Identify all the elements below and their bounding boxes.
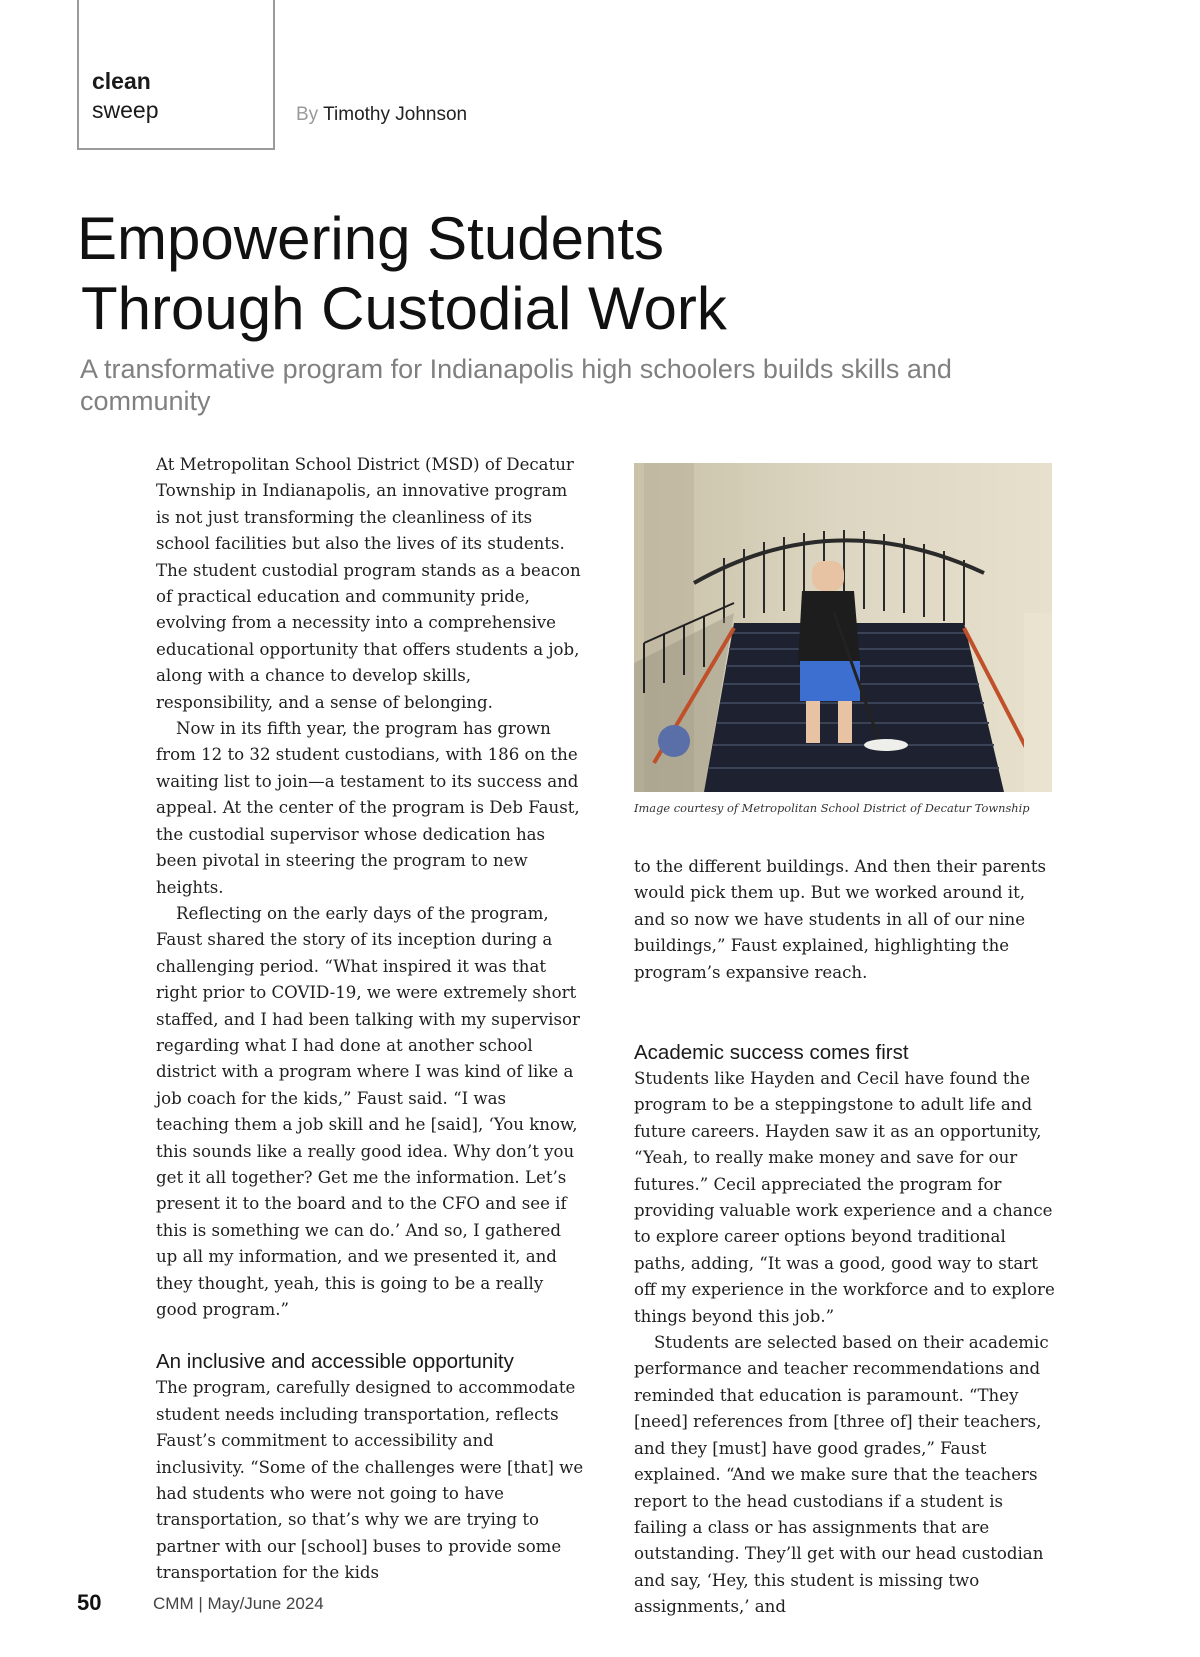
page-number: 50 xyxy=(77,1590,102,1615)
magazine-issue: CMM | May/June 2024 xyxy=(153,1594,324,1613)
author-name: Timothy Johnson xyxy=(323,104,468,125)
department-label-line2: sweep xyxy=(92,97,159,123)
paragraph: Students are selected based on their academic performance and teacher recommendations and reminded that education is paramount. “They [need] references from [three of] their teachers, and they [must] have good grades,” Faust explained. “And we make sure that the teachers report to the head custodians if a student is failing a class or has assignments that are outstanding. They’ll get with our head custodian and say, ‘Hey, this student is missing two assignments,’ and xyxy=(634,1333,1049,1617)
article-subtitle: A transformative program for Indianapolis high schoolers builds skills and community xyxy=(80,354,952,416)
student-mopping-stairs-image xyxy=(634,463,1052,792)
department-label-line1: clean xyxy=(92,68,151,94)
paragraph: Students like Hayden and Cecil have found the program to be a steppingstone to adult life and future careers. Hayden saw it as an opportunity, “Yeah, to really make money and save for our futures.” Cecil appreciated the program for providing valuable work experience and a chance to explore career options beyond traditional paths, adding, “It was a good, good way to start off my experience in the workforce and to explore things beyond this job.” xyxy=(634,1069,1055,1326)
paragraph: The program, carefully designed to accommodate student needs including transportation, reflects Faust’s commitment to accessibility and inclusivity. “Some of the challenges were [that] we had students who were not going to have transportation, so that’s why we are trying to partner with our [school] buses to provide some transportation for the kids xyxy=(156,1378,584,1583)
paragraph: Now in its fifth year, the program has grown from 12 to 32 student custodians, with 186 on the waiting list to join—a testament to its success and appeal. At the center of the program is Deb Faust, the custodial supervisor whose dedication has been pivotal in steering the program to new heights. xyxy=(156,719,580,897)
byline xyxy=(296,104,467,126)
byline-prefix: By xyxy=(296,104,319,125)
left-column xyxy=(156,452,584,1587)
section-heading: An inclusive and accessible opportunity xyxy=(156,1350,514,1374)
article-photo xyxy=(634,463,1052,792)
right-column-bottom xyxy=(634,1040,1058,1621)
article-title xyxy=(77,204,1077,344)
photo-caption: Image courtesy of Metropolitan School District of Decatur Township xyxy=(634,801,1030,815)
right-column-top xyxy=(634,854,1058,986)
paragraph: At Metropolitan School District (MSD) of Decatur Township in Indianapolis, an innovative program is not just transforming the cleanliness of its school facilities but also the lives of its students. The student custodial program stands as a beacon of practical education and community pride, evolving from a necessity into a comprehensive educational opportunity that offers students a job, along with a chance to develop skills, responsibility, and a sense of belonging. xyxy=(156,455,581,712)
article-title-line1: Empowering Students xyxy=(77,205,664,272)
section-heading: Academic success comes first xyxy=(634,1041,909,1064)
paragraph: to the different buildings. And then their parents would pick them up. But we worked around it, and so now we have students in all of our nine buildings,” Faust explained, highlighting the program’s expansive reach. xyxy=(634,857,1047,982)
article-title-line2: Through Custodial Work xyxy=(81,275,727,342)
paragraph: Reflecting on the early days of the program, Faust shared the story of its inception during a challenging period. “What inspired it was that right prior to COVID-19, we were extremely short staffed, and I had been talking with my supervisor regarding what I had done at another school district with a program where I was kind of like a job coach for the kids,” Faust said. “I was teaching them a job skill and he [said], ‘You know, this sounds like a really good idea. Why don’t you get it all together? Get me the information. Let’s present it to the board and to the CFO and see if this is something we can do.’ And so, I gathered up all my information, and we presented it, and they thought, yeah, this is going to be a really good program.” xyxy=(156,903,580,1319)
